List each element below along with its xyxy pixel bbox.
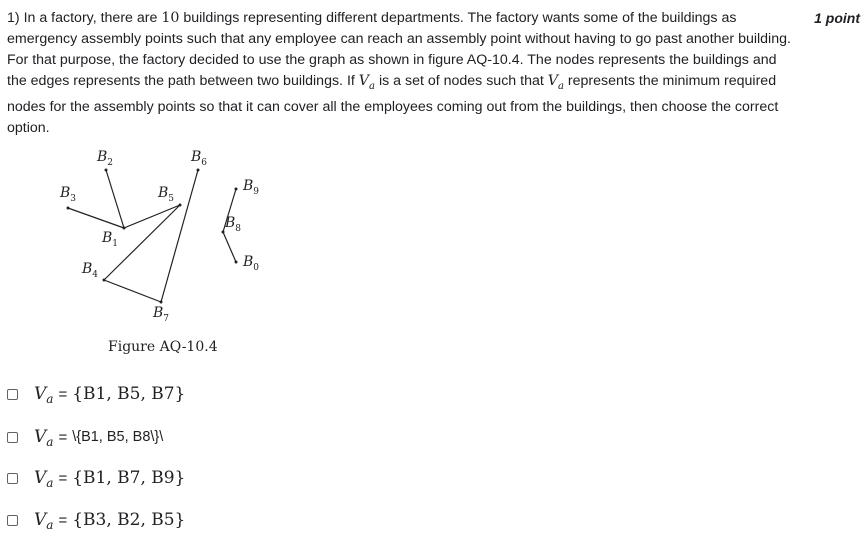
option-1-var: V [34,384,47,404]
edge-b8-b0 [223,232,236,262]
option-2[interactable] [7,424,163,450]
node-label-b2: $B_2$ [97,149,114,168]
option-4-var-sub: a [46,518,54,532]
graph-edges [40,140,300,360]
edge-b2-b1 [106,170,124,228]
option-2-set: \{B1, B5, B8\}\ [72,429,164,445]
node-label-b9: $B_9$ [243,178,260,197]
option-1-checkbox[interactable] [7,389,18,400]
option-4-var: V [34,510,47,530]
edge-b3-b1 [68,208,124,228]
node-label-b1: $B_1$ [102,230,119,249]
option-1-set: {B1, B5, B7} [72,384,186,404]
node-dot-b2 [105,169,108,172]
node-dot-b1 [123,227,126,230]
option-2-eq: = [58,428,68,446]
edge-b4-b7 [104,280,161,302]
option-1-eq: = [58,385,68,403]
question-text-part1: In a factory, there are [23,10,158,26]
option-3-var-sub: a [46,476,54,490]
node-label-b7: $B_7$ [153,305,170,324]
node-label-b0: $B_0$ [243,254,260,273]
node-label-b6: $B_6$ [191,149,208,168]
node-dot-b3 [67,207,70,210]
graph-figure [40,140,300,360]
question-text-part3: is a set of nodes such that [378,73,544,89]
option-3[interactable] [7,465,185,491]
building-count: 10 [161,10,180,26]
option-3-checkbox[interactable] [7,473,18,484]
node-dot-b0 [235,261,238,264]
node-label-b4: $B_4$ [82,261,99,280]
option-4-eq: = [58,511,68,529]
option-1-var-sub: a [46,392,54,406]
node-label-b5: $B_5$ [158,185,175,204]
node-dot-b6 [197,169,200,172]
node-dot-b7 [160,301,163,304]
option-4-checkbox[interactable] [7,515,18,526]
question-text-part4: represents the minimum required nodes for the assembly points so that it can cover all the employees coming out from the buildings, then choose the correct option. [7,73,779,136]
option-2-checkbox[interactable] [7,432,18,443]
option-2-var-sub: a [46,435,54,449]
option-3-set: {B1, B7, B9} [72,468,186,488]
question-text [7,8,792,139]
node-dot-b4 [103,279,106,282]
node-dot-b5 [179,204,182,207]
option-1[interactable] [7,381,185,407]
node-dot-b9 [235,188,238,191]
node-label-b3: $B_3$ [60,185,77,204]
points-label: 1 point [814,10,860,26]
option-3-eq: = [58,469,68,487]
node-label-b8: $B_8$ [225,215,242,234]
option-2-var: V [34,427,47,447]
var-va-2: $V_a$ [547,73,564,92]
option-4[interactable] [7,507,185,533]
figure-caption: Figure AQ-10.4 [108,339,218,355]
question-text-part2: buildings representing different departments. The factory wants some of the buildings as emergency assembly points such that any employee can reach an assembly point without having to go past another building. For that purpose, the factory decided to use the graph as shown in figure AQ-10.4. The nodes represents the buildings and the edges represents the path between two buildings. If [7,10,791,89]
option-4-set: {B3, B2, B5} [72,510,186,530]
question-number: 1) [7,10,20,26]
edge-b5-b1 [124,205,180,228]
var-va-1: $V_a$ [358,73,375,92]
option-3-var: V [34,468,47,488]
